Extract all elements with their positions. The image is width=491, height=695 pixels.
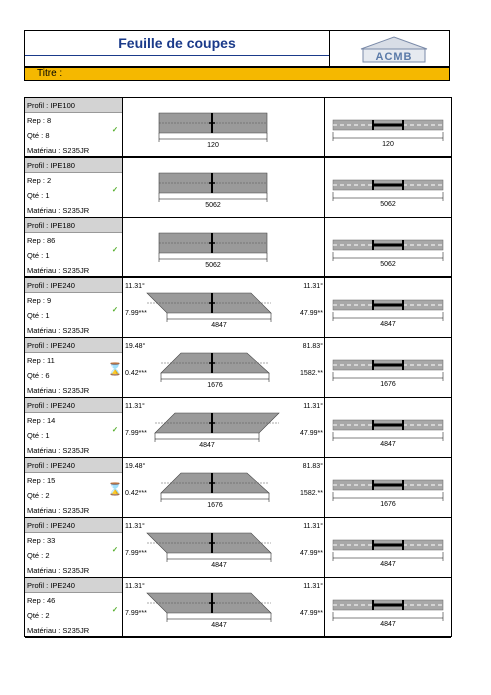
profile-label: Profil : IPE100 — [25, 98, 122, 113]
side-web-right — [402, 600, 404, 610]
offset-left-label: 7.99*** — [125, 550, 147, 557]
side-view-svg — [325, 338, 451, 398]
side-length-label: 120 — [382, 141, 394, 148]
cut-row[interactable] — [25, 518, 451, 578]
profile-label: Profil : IPE240 — [25, 458, 122, 473]
cut-row[interactable] — [25, 338, 451, 398]
piece-info — [25, 338, 123, 397]
side-view — [325, 578, 451, 637]
piece-info — [25, 458, 123, 517]
check-icon: ✓ — [111, 425, 119, 434]
rep-label: Rep : 2 — [27, 176, 52, 185]
quantity-label: Qté : 2 — [27, 611, 50, 620]
length-label: 120 — [207, 142, 219, 149]
side-length-label: 4847 — [380, 321, 396, 328]
company-logo — [355, 35, 433, 63]
offset-right-label: 1582.** — [300, 490, 323, 497]
side-web-left — [372, 360, 374, 370]
offset-right-label: 1582.** — [300, 370, 323, 377]
length-label: 5062 — [205, 202, 221, 209]
cut-drawing — [123, 338, 325, 397]
hourglass-icon: ⌛ — [107, 362, 123, 376]
material-label: Matériau : S235JR — [27, 206, 90, 215]
title-label: Titre : — [37, 68, 63, 79]
side-web-left — [372, 180, 374, 190]
length-label: 4847 — [211, 322, 227, 329]
rep-label: Rep : 8 — [27, 116, 52, 125]
rep-label: Rep : 86 — [27, 236, 56, 245]
side-web-right — [402, 480, 404, 490]
profile-label: Profil : IPE240 — [25, 338, 122, 353]
profile-label: Profil : IPE180 — [25, 218, 122, 233]
cut-row[interactable] — [25, 98, 451, 158]
cuts-table — [24, 97, 452, 637]
length-label: 4847 — [211, 562, 227, 569]
check-icon: ✓ — [111, 125, 119, 134]
side-view-svg — [325, 398, 451, 458]
side-view — [325, 98, 451, 156]
cut-drawing-svg — [123, 338, 325, 398]
angle-right-label: 11.31° — [303, 403, 323, 410]
angle-left-label: 19.48° — [125, 463, 146, 470]
side-web-right — [402, 360, 404, 370]
length-label: 5062 — [205, 262, 221, 269]
side-flange — [373, 424, 403, 427]
header-divider — [329, 31, 330, 67]
side-view-svg — [325, 218, 451, 278]
offset-left-label: 7.99*** — [125, 430, 147, 437]
side-view — [325, 218, 451, 276]
offset-right-label: 47.99** — [300, 310, 323, 317]
cut-row[interactable] — [25, 398, 451, 458]
quantity-label: Qté : 1 — [27, 251, 50, 260]
side-web-right — [402, 180, 404, 190]
cut-drawing — [123, 578, 325, 637]
cut-drawing — [123, 218, 325, 276]
side-view-svg — [325, 278, 451, 338]
piece-info — [25, 278, 123, 337]
quantity-label: Qté : 2 — [27, 551, 50, 560]
quantity-label: Qté : 1 — [27, 191, 50, 200]
profile-label: Profil : IPE240 — [25, 398, 122, 413]
side-flange — [373, 244, 403, 247]
side-web-left — [372, 600, 374, 610]
side-view — [325, 458, 451, 517]
piece-info — [25, 158, 123, 217]
rep-label: Rep : 46 — [27, 596, 56, 605]
angle-right-label: 11.31° — [303, 283, 323, 290]
side-web-left — [372, 240, 374, 250]
side-web-left — [372, 300, 374, 310]
angle-left-label: 11.31° — [125, 403, 145, 410]
quantity-label: Qté : 1 — [27, 431, 50, 440]
side-view — [325, 398, 451, 457]
side-view-svg — [325, 458, 451, 518]
hourglass-icon: ⌛ — [107, 482, 123, 496]
angle-left-label: 11.31° — [125, 583, 145, 590]
profile-label: Profil : IPE240 — [25, 578, 122, 593]
rep-label: Rep : 14 — [27, 416, 56, 425]
header-blank — [25, 55, 329, 67]
side-length-label: 5062 — [380, 201, 396, 208]
cut-drawing-svg — [123, 398, 325, 458]
rep-label: Rep : 15 — [27, 476, 56, 485]
svg-text:ACMB: ACMB — [375, 51, 413, 63]
offset-left-label: 7.99*** — [125, 610, 147, 617]
cut-drawing — [123, 278, 325, 337]
side-web-left — [372, 120, 374, 130]
length-label: 4847 — [211, 622, 227, 629]
material-label: Matériau : S235JR — [27, 506, 90, 515]
quantity-label: Qté : 6 — [27, 371, 50, 380]
side-view-svg — [325, 98, 451, 158]
rep-label: Rep : 33 — [27, 536, 56, 545]
piece-info — [25, 98, 123, 156]
material-label: Matériau : S235JR — [27, 266, 90, 275]
offset-left-label: 0.42*** — [125, 370, 147, 377]
side-view-svg — [325, 578, 451, 638]
side-web-left — [372, 540, 374, 550]
cut-drawing — [123, 398, 325, 457]
side-view — [325, 278, 451, 337]
profile-label: Profil : IPE180 — [25, 158, 122, 173]
material-label: Matériau : S235JR — [27, 386, 90, 395]
material-label: Matériau : S235JR — [27, 626, 90, 635]
angle-right-label: 11.31° — [303, 583, 323, 590]
title-field[interactable] — [24, 67, 450, 81]
offset-right-label: 47.99** — [300, 550, 323, 557]
cut-drawing-svg — [123, 98, 325, 158]
side-length-label: 4847 — [380, 441, 396, 448]
side-length-label: 1676 — [380, 381, 396, 388]
side-web-right — [402, 300, 404, 310]
side-length-label: 4847 — [380, 561, 396, 568]
quantity-label: Qté : 1 — [27, 311, 50, 320]
check-icon: ✓ — [111, 305, 119, 314]
side-length-label: 1676 — [380, 501, 396, 508]
quantity-label: Qté : 8 — [27, 131, 50, 140]
profile-label: Profil : IPE240 — [25, 518, 122, 533]
check-icon: ✓ — [111, 185, 119, 194]
side-view — [325, 158, 451, 217]
side-web-right — [402, 540, 404, 550]
sheet-header — [24, 30, 450, 67]
material-label: Matériau : S235JR — [27, 146, 90, 155]
cut-row[interactable] — [25, 278, 451, 338]
cut-row[interactable] — [25, 158, 451, 218]
cut-row[interactable] — [25, 578, 451, 638]
piece-info — [25, 578, 123, 637]
angle-right-label: 81.83° — [302, 343, 323, 350]
side-view-svg — [325, 158, 451, 218]
side-web-right — [402, 240, 404, 250]
side-web-left — [372, 420, 374, 430]
angle-left-label: 19.48° — [125, 343, 146, 350]
length-label: 1676 — [207, 502, 223, 509]
offset-right-label: 47.99** — [300, 610, 323, 617]
cut-drawing-svg — [123, 278, 325, 338]
profile-label: Profil : IPE240 — [25, 278, 122, 293]
piece-info — [25, 218, 123, 276]
cut-drawing-svg — [123, 458, 325, 518]
side-flange — [373, 304, 403, 307]
angle-left-label: 11.31° — [125, 283, 145, 290]
rep-label: Rep : 11 — [27, 356, 55, 365]
cut-drawing-svg — [123, 518, 325, 578]
check-icon: ✓ — [111, 545, 119, 554]
side-flange — [373, 364, 403, 367]
offset-left-label: 7.99*** — [125, 310, 147, 317]
cut-drawing — [123, 98, 325, 156]
offset-right-label: 47.99** — [300, 430, 323, 437]
cut-drawing-svg — [123, 158, 325, 218]
cut-drawing — [123, 458, 325, 517]
angle-right-label: 81.83° — [302, 463, 323, 470]
side-flange — [373, 184, 403, 187]
material-label: Matériau : S235JR — [27, 566, 90, 575]
side-flange — [373, 604, 403, 607]
piece-info — [25, 398, 123, 457]
cut-row[interactable] — [25, 218, 451, 278]
cut-drawing — [123, 518, 325, 577]
length-label: 1676 — [207, 382, 223, 389]
cut-drawing-svg — [123, 578, 325, 638]
page-title: Feuille de coupes — [25, 31, 329, 56]
side-web-right — [402, 120, 404, 130]
offset-left-label: 0.42*** — [125, 490, 147, 497]
side-web-left — [372, 480, 374, 490]
cut-drawing-svg — [123, 218, 325, 278]
rep-label: Rep : 9 — [27, 296, 52, 305]
side-length-label: 5062 — [380, 261, 396, 268]
side-view — [325, 338, 451, 397]
check-icon: ✓ — [111, 245, 119, 254]
side-web-right — [402, 420, 404, 430]
side-flange — [373, 124, 403, 127]
check-icon: ✓ — [111, 605, 119, 614]
material-label: Matériau : S235JR — [27, 446, 90, 455]
quantity-label: Qté : 2 — [27, 491, 50, 500]
side-view — [325, 518, 451, 577]
side-flange — [373, 484, 403, 487]
angle-right-label: 11.31° — [303, 523, 323, 530]
cut-row[interactable] — [25, 458, 451, 518]
side-flange — [373, 544, 403, 547]
material-label: Matériau : S235JR — [27, 326, 90, 335]
length-label: 4847 — [199, 442, 215, 449]
piece-info — [25, 518, 123, 577]
angle-left-label: 11.31° — [125, 523, 145, 530]
cut-drawing — [123, 158, 325, 217]
side-length-label: 4847 — [380, 621, 396, 628]
side-view-svg — [325, 518, 451, 578]
